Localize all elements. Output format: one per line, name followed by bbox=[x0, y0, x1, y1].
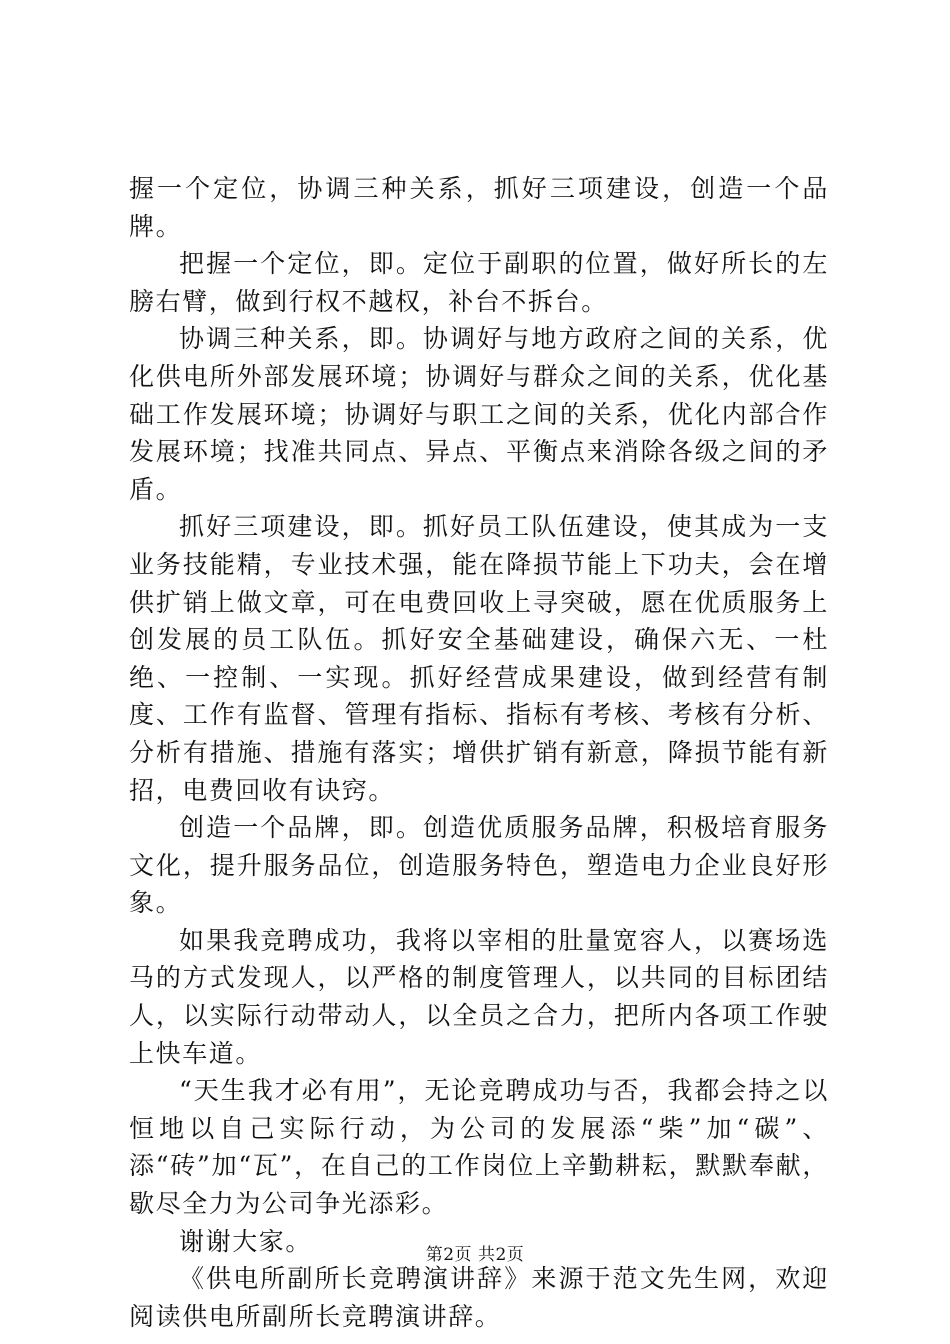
page-number: 第2页 共2页 bbox=[425, 1245, 525, 1265]
paragraph-source-note: 《供电所副所长竞聘演讲辞》来源于范文先生网，欢迎阅读供电所副所长竞聘演讲辞。 bbox=[129, 1264, 829, 1331]
paragraph-continuation: 握一个定位，协调三种关系，抓好三项建设，创造一个品牌。 bbox=[129, 174, 829, 241]
paragraph-commitment: “天生我才必有用”，无论竞聘成功与否，我都会持之以恒地以自己实际行动，为公司的发展添“柴”加“碳”、添“砖”加“瓦”，在自己的工作岗位上辛勤耕耘，默默奉献，歇尽全力为公司争光添彩。 bbox=[129, 1076, 829, 1219]
paragraph-construction: 抓好三项建设，即。抓好员工队伍建设，使其成为一支业务技能精，专业技术强，能在降损节能上下功夫，会在增供扩销上做文章，可在电费回收上寻突破，愿在优质服务上创发展的员工队伍。抓好安全基础建设，确保六无、一杜绝、一控制、一实现。抓好经营成果建设，做到经营有制度、工作有监督、管理有指标、指标有考核、考核有分析、分析有措施、措施有落实；增供扩销有新意，降损节能有新招，电费回收有诀窍。 bbox=[129, 512, 829, 805]
paragraph-brand: 创造一个品牌，即。创造优质服务品牌，积极培育服务文化，提升服务品位，创造服务特色，塑造电力企业良好形象。 bbox=[129, 813, 829, 918]
paragraph-if-successful: 如果我竞聘成功，我将以宰相的肚量宽容人，以赛场选马的方式发现人，以严格的制度管理人，以共同的目标团结人，以实际行动带动人，以全员之合力，把所内各项工作驶上快车道。 bbox=[129, 925, 829, 1068]
page-footer bbox=[0, 1240, 950, 1265]
paragraph-thanks: 谢谢大家。 bbox=[179, 1226, 313, 1256]
document-body bbox=[129, 170, 829, 1335]
paragraph-positioning: 把握一个定位，即。定位于副职的位置，做好所长的左膀右臂，做到行权不越权，补台不拆台。 bbox=[129, 249, 829, 316]
paragraph-relations: 协调三种关系，即。协调好与地方政府之间的关系，优化供电所外部发展环境；协调好与群众之间的关系，优化基础工作发展环境；协调好与职工之间的关系，优化内部合作发展环境；找准共同点、异点、平衡点来消除各级之间的矛盾。 bbox=[129, 324, 829, 504]
